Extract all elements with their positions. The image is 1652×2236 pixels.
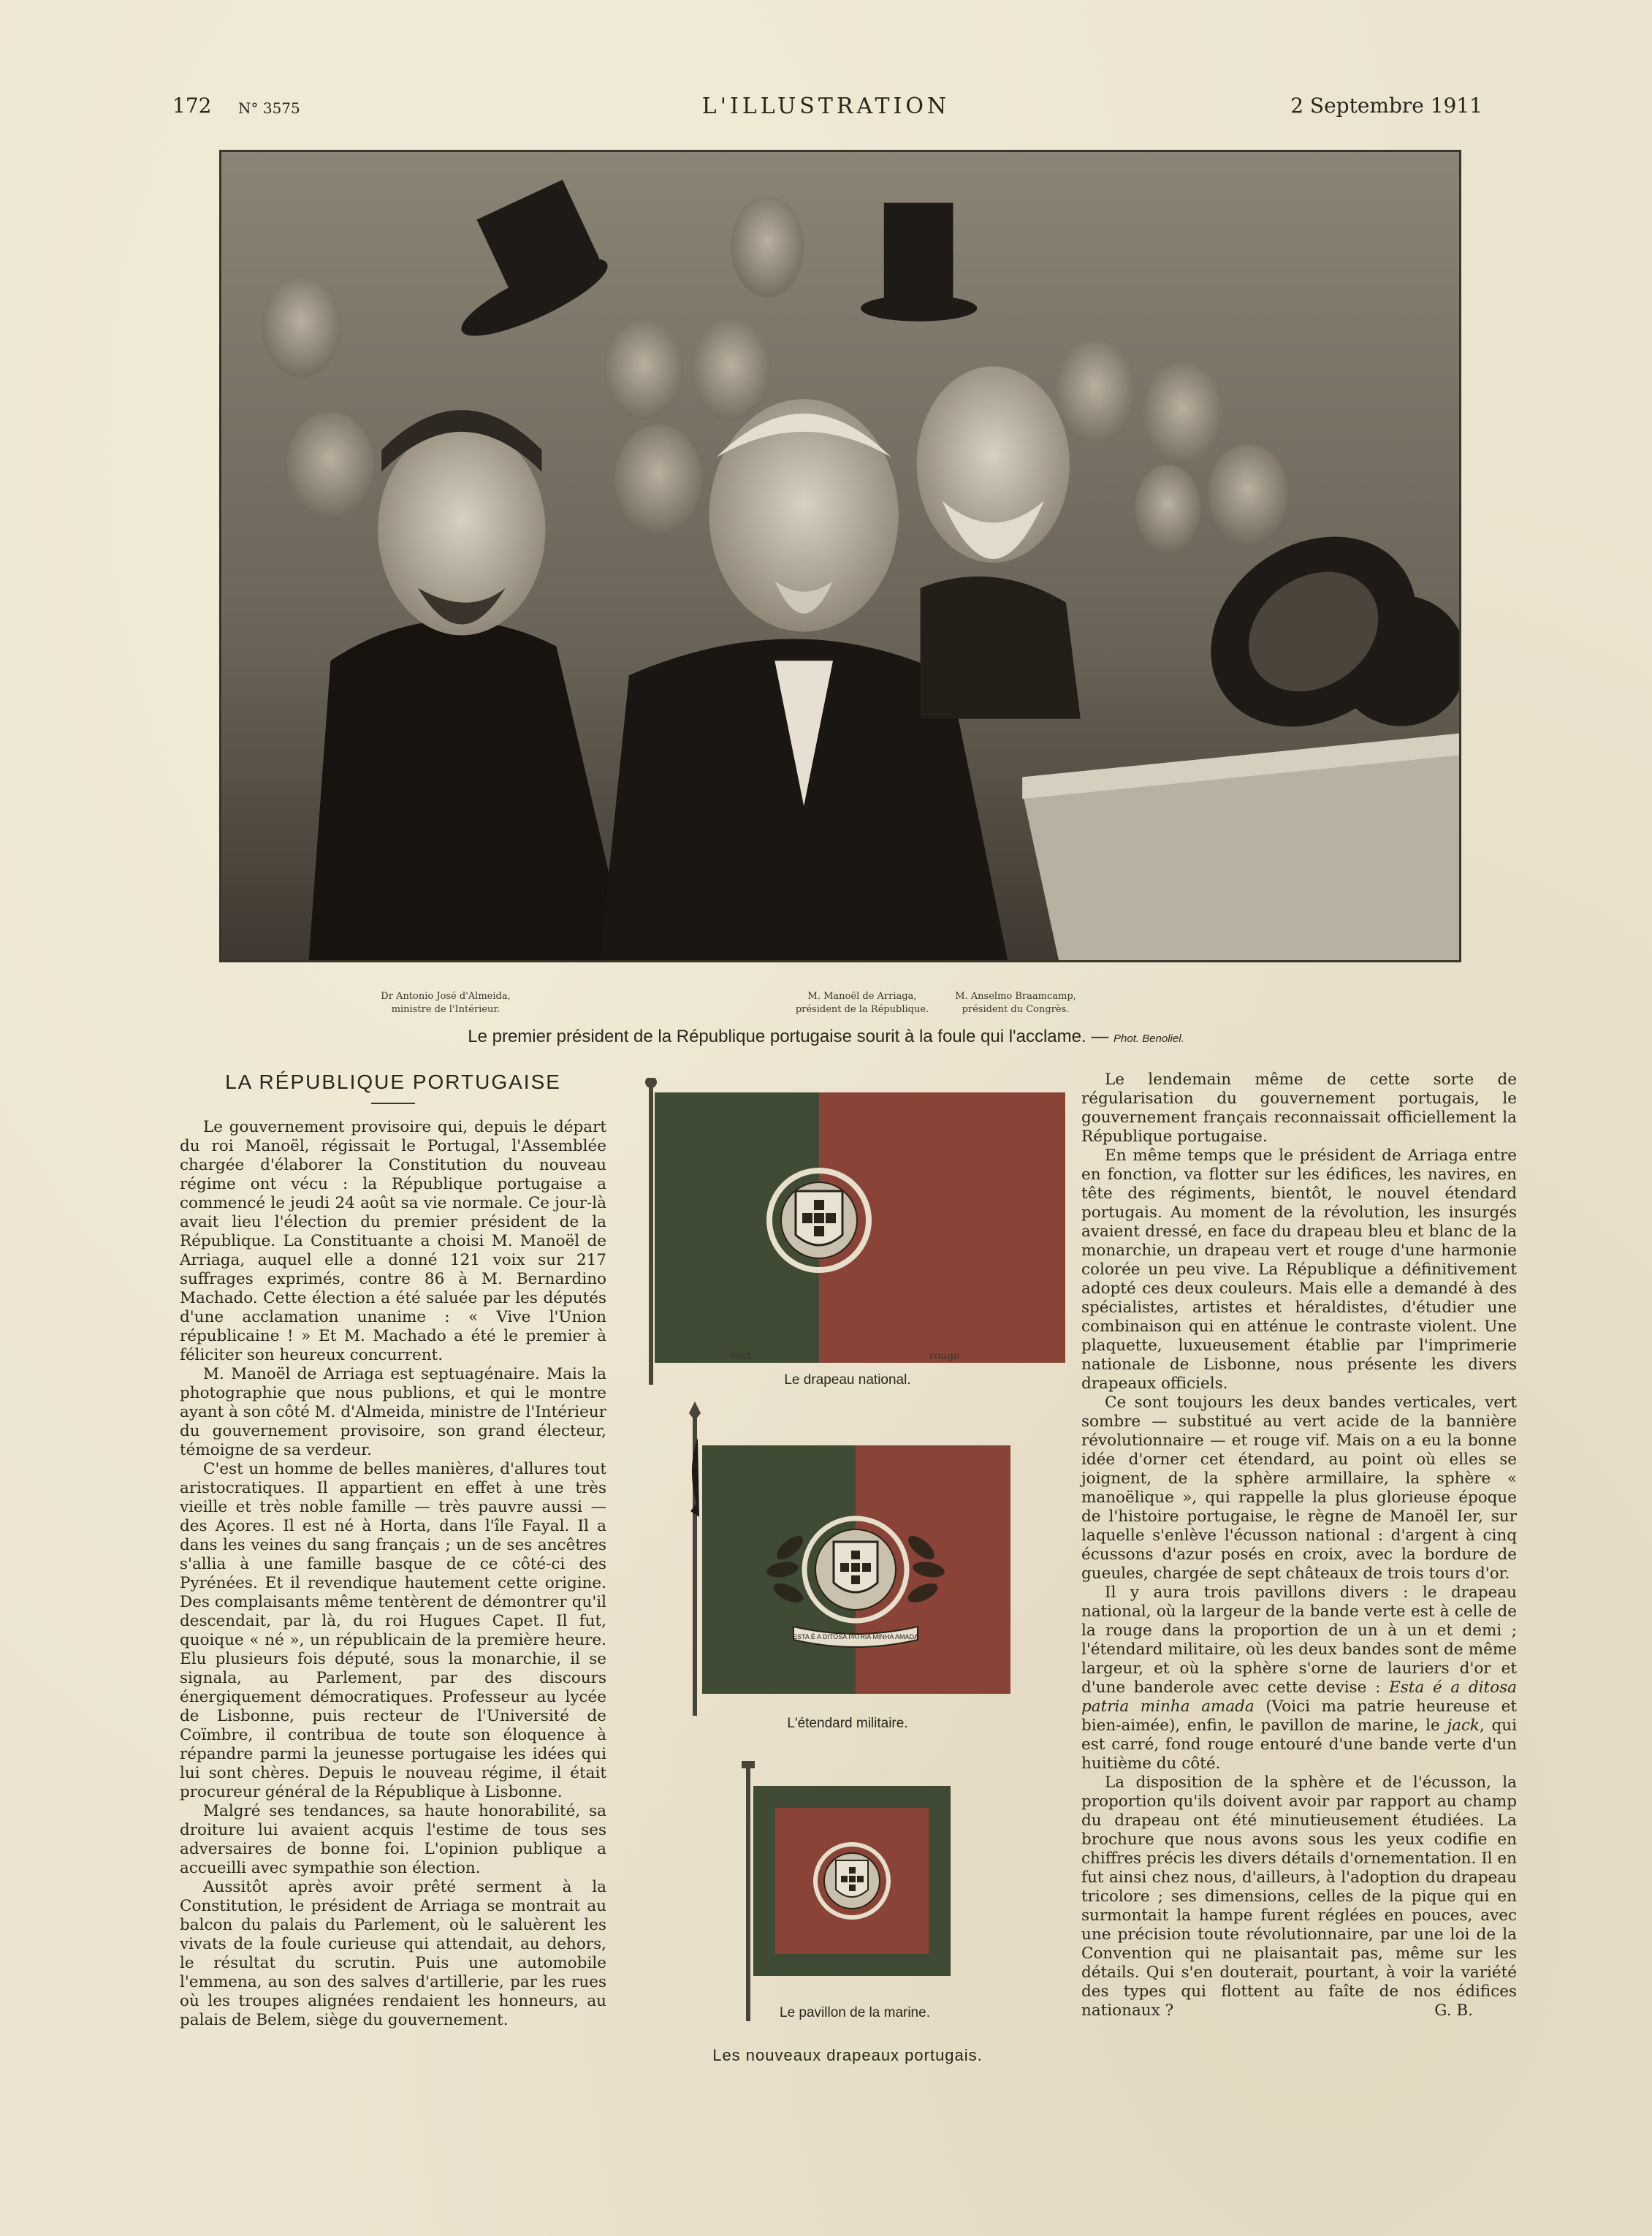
author-signature: G. B. <box>1434 2001 1473 2020</box>
photo-image <box>221 152 1459 960</box>
article-left-column <box>180 1118 606 2030</box>
paragraph: Malgré ses tendances, sa haute honorabilité, sa droiture lui avaient acquis l'estime de tous ses adversaires de bonne foi. L'opinion publique a accueilli avec sympathie son élection. <box>180 1802 606 1877</box>
label-vert: vert <box>731 1350 752 1362</box>
page-number: 172 <box>172 94 212 118</box>
photo-name-almeida <box>343 990 548 1016</box>
photo-credit: Phot. Benoliel. <box>1114 1033 1184 1045</box>
paragraph: C'est un homme de belles manières, d'allures tout aristocratiques. Il appartient en effet à une très vieille et très noble famille — très pauvre aussi — des Açores. Il est né à Horta, dans l'île Fayal. Il a dans les veines du sang français ; un de ses ancêtres s'allia à une famille basque de ce côté-ci des Pyrénées. Et il revendique hautement cette origine. Des complaisants même tentèrent de démontrer qu'il descendait, par là, du roi Hugues Capet. Il fut, quoique « né », un républicain de la première heure. Elu plusieurs fois député, sous la monarchie, il se signala, au Parlement, par des discours énergiquement démocratiques. Professeur au lycée de Lisbonne, puis recteur de l'Université de Coïmbre, il contribua de toute son éloquence à répandre parmi la jeunesse portugaise les idées qui lui sont chères. Depuis le nouveau régime, il était procureur général de la République à Lisbonne. <box>180 1460 606 1801</box>
name-line: Dr Antonio José d'Almeida, <box>381 991 511 1002</box>
navy-jack-illustration <box>734 1761 975 2024</box>
paragraph: Ce sont toujours les deux bandes verticales, vert sombre — substitué au vert acide de la bannière révolutionnaire — et rouge vif. Mais on a eu la bonne idée d'orner cet étendard, au point où elles se joignent, de la sphère armillaire, la sphère « manoëlique », qui rappelle la plus glorieuse époque de l'histoire portugaise, le règne de Manoël Ier, sur laquelle s'enlève l'écusson national : d'argent à cinq écussons d'azur posés en croix, avec la bordure de gueules, chargée de sept châteaux de trois tours d'or. <box>1081 1393 1517 1583</box>
title-line: président de la République. <box>795 1003 929 1015</box>
paragraph-text: Il y aura trois pavillons divers : le drapeau national, où la largeur de la bande verte est à celle de la rouge dans la proportion de un à un et demi ; l'étendard militaire, où les deux bandes sont de même largeur, et où la sphère s'orne de lauriers d'or et d'une banderole avec cette devise : <box>1081 1583 1517 1697</box>
photo-name-braamcamp <box>928 990 1103 1016</box>
title-rule <box>371 1103 415 1104</box>
paragraph <box>1081 1583 1517 1773</box>
military-standard-illustration <box>683 1402 1034 1723</box>
jack-description: , qui est carré, fond rouge entouré d'une bande verte d'un huitième du côté. <box>1081 1716 1518 1773</box>
navy-emblem <box>815 1844 888 1917</box>
caption-text: Le premier président de la République portugaise sourit à la foule qui l'acclame. — <box>468 1027 1109 1046</box>
journal-title: L'ILLUSTRATION <box>701 94 951 119</box>
president-photograph <box>219 150 1461 962</box>
label-rouge: rouge <box>929 1350 960 1362</box>
title-line: président du Congrès. <box>962 1003 1070 1015</box>
national-flag-illustration <box>634 1078 1073 1385</box>
issue-date: 2 Septembre 1911 <box>1290 94 1482 118</box>
name-line: M. Manoël de Arriaga, <box>807 991 917 1002</box>
navy-jack-caption: Le pavillon de la marine. <box>780 2005 930 2020</box>
jack-word: jack <box>1447 1716 1480 1735</box>
flags-group-caption: Les nouveaux drapeaux portugais. <box>712 2046 983 2064</box>
banner-motto: ESTA É A DITOSA PATRIA MINHA AMADA <box>793 1633 918 1640</box>
name-line: M. Anselmo Braamcamp, <box>955 991 1076 1002</box>
paragraph: Aussitôt après avoir prêté serment à la Constitution, le président de Arriaga se montrait au balcon du palais du Parlement, où le saluèrent les vivats de la foule curieuse qui attendait, au dehors, le résultat du scrutin. Puis une automobile l'emmena, au son des salves d'artillerie, par les rues où les troupes alignées rendaient les honneurs, au palais de Belem, siège du gouvernement. <box>180 1878 606 2029</box>
issue-number: N° 3575 <box>238 99 300 117</box>
national-flag-caption: Le drapeau national. <box>784 1372 911 1388</box>
paragraph: Le lendemain même de cette sorte de régularisation du gouvernement portugais, le gouvernement français reconnaissait officiellement la République portugaise. <box>1081 1071 1517 1146</box>
motto-translation: (Voici ma patrie heureuse et bien-aimée), enfin, le pavillon de marine, le <box>1081 1697 1517 1735</box>
article-right-column <box>1081 1071 1517 2020</box>
paragraph: M. Manoël de Arriaga est septuagénaire. Mais la photographie que nous publions, et qui le montre ayant à son côté M. d'Almeida, ministre de l'Intérieur du gouvernement provisoire, son grand électeur, témoigne de sa verdeur. <box>180 1365 606 1459</box>
article-title: LA RÉPUBLIQUE PORTUGAISE <box>225 1071 561 1093</box>
paragraph: La disposition de la sphère et de l'écusson, la proportion qu'ils doivent avoir par rapport au champ du drapeau ont été minutieusement étudiées. La brochure que nous avons sous les yeux codifie en chiffres précis les divers détails d'ornementation. Il en fut ainsi chez nous, d'ailleurs, à l'adoption du drapeau tricolore ; ses dimensions, celles de la pique qui en surmontait la hampe furent réglées en pouces, avec une précision toute révolutionnaire, par une loi de la Convention qui ne plaisantait pas, même sur les détails. Qui s'en douterait, pourtant, à voir la variété des types qui flottent au faîte de nos édifices nationaux ? <box>1081 1773 1517 2020</box>
photo-caption <box>0 1027 1652 1047</box>
paragraph: Le gouvernement provisoire qui, depuis le départ du roi Manoël, régissait le Portugal, l'Assemblée chargée d'élaborer la Constitution du nouveau régime ont vécu : la République portugaise a commencé le jeudi 24 août sa vie normale. Ce jour-là avait lieu l'élection du premier président de la République. La Constituante a choisi M. Manoël de Arriaga, auquel elle a donné 121 voix sur 217 suffrages exprimés, contre 86 à M. Bernardino Machado. Cette élection a été saluée par les députés d'une acclamation unanime : « Vive l'Union républicaine ! » Et M. Machado a été le premier à féliciter son heureux concurrent. <box>180 1118 606 1364</box>
motto-text: Esta é a ditosa patria minha amada <box>1081 1678 1517 1716</box>
title-line: ministre de l'Intérieur. <box>391 1003 500 1015</box>
military-standard-caption: L'étendard militaire. <box>787 1716 908 1731</box>
armillary-sphere-emblem <box>769 1171 869 1270</box>
paragraph: En même temps que le président de Arriaga entre en fonction, va flotter sur les édifices, les navires, en tête des régiments, bientôt, le nouvel étendard portugais. Au moment de la révolution, les insurgés avaient dressé, en face du drapeau bleu et blanc de la monarchie, un drapeau vert et rouge d'une harmonie colorée un peu vive. La République a définitivement adopté ces deux couleurs. Mais elle a demandé à des spécialistes, artistes et héraldistes, d'étudier une combinaison qui en atténue le contraste violent. Une plaquette, luxueusement établie par l'imprimerie nationale de Lisbonne, nous présente les divers drapeaux officiels. <box>1081 1146 1517 1393</box>
